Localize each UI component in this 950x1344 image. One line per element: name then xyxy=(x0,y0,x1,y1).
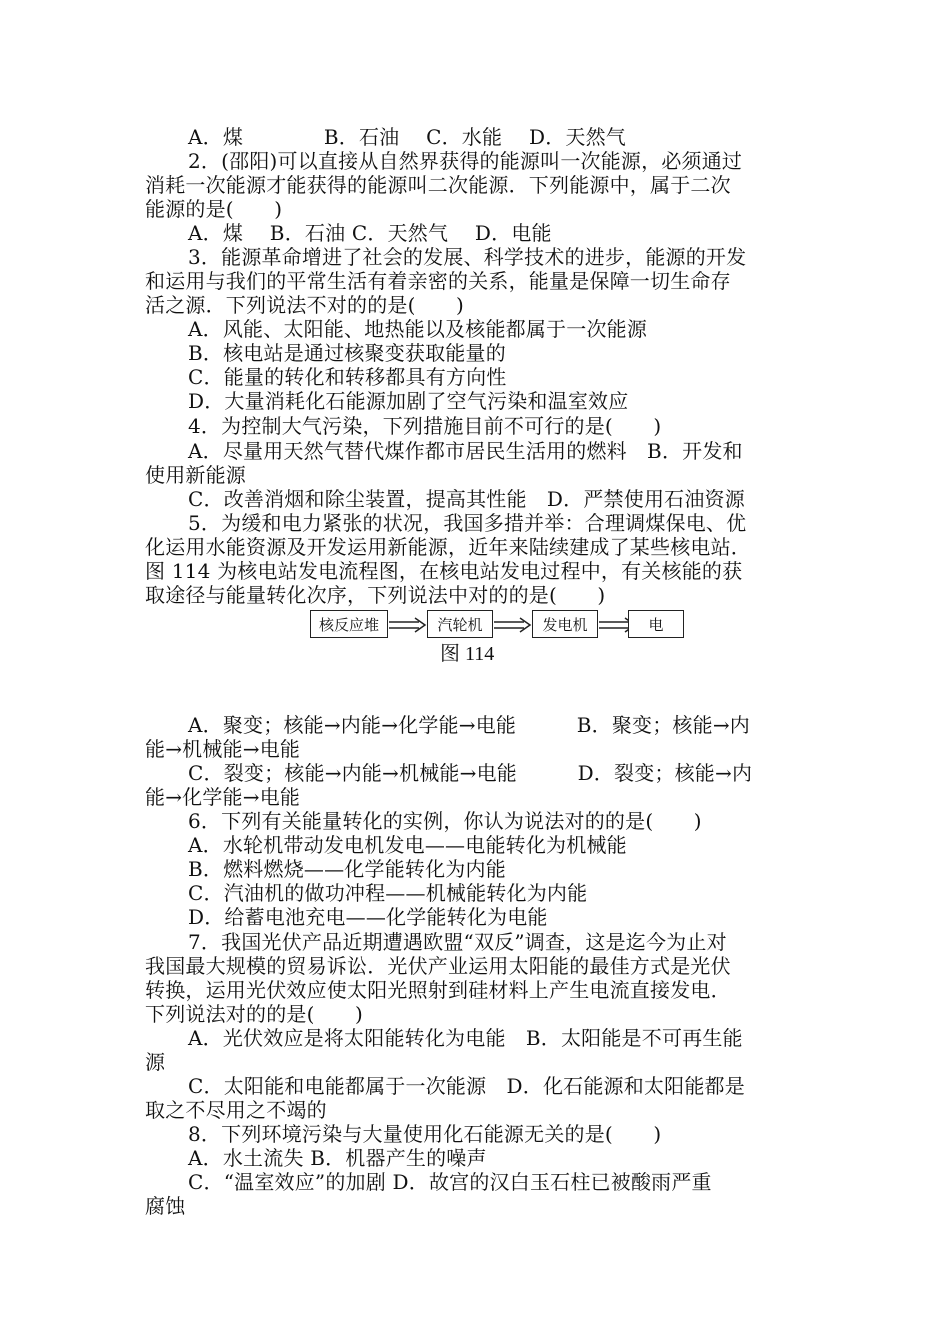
text-line: 消耗一次能源才能获得的能源叫二次能源．下列能源中，属于二次 xyxy=(145,173,731,197)
text-line: A．风能、太阳能、地热能以及核能都属于一次能源 xyxy=(188,317,648,341)
text-line: 4．为控制大气污染，下列措施目前不可行的是( ) xyxy=(188,414,662,438)
figure-caption: 图 114 xyxy=(440,643,495,665)
text-line: A．尽量用天然气替代煤作都市居民生活用的燃料 B．开发和 xyxy=(188,439,743,463)
text-line: 我国最大规模的贸易诉讼．光伏产业运用太阳能的最佳方式是光伏 xyxy=(145,954,731,978)
text-line: 7．我国光伏产品近期遭遇欧盟“双反”调查，这是迄今为止对 xyxy=(188,930,727,954)
double-arrow-icon xyxy=(389,617,427,633)
text-line: A．聚变；核能→内能→化学能→电能 B．聚变；核能→内 xyxy=(188,713,750,737)
text-line: 化运用水能资源及开发运用新能源，近年来陆续建成了某些核电站． xyxy=(145,535,751,559)
text-line: 图 114 为核电站发电流程图，在核电站发电过程中，有关核能的获 xyxy=(145,559,743,583)
text-line: 8．下列环境污染与大量使用化石能源无关的是( ) xyxy=(188,1122,662,1146)
text-line: A．光伏效应是将太阳能转化为电能 B．太阳能是不可再生能 xyxy=(188,1026,743,1050)
text-line: 下列说法对的的是( ) xyxy=(145,1002,364,1026)
text-line: A．水土流失 B．机器产生的噪声 xyxy=(188,1146,487,1170)
text-line: 3．能源革命增进了社会的发展、科学技术的进步，能源的开发 xyxy=(188,245,747,269)
text-line: 2．(邵阳)可以直接从自然界获得的能源叫一次能源，必须通过 xyxy=(188,149,743,173)
flow-box-electricity: 电 xyxy=(628,610,684,638)
text-line: D．大量消耗化石能源加剧了空气污染和温室效应 xyxy=(188,389,629,413)
text-line: 取之不尽用之不竭的 xyxy=(145,1098,327,1122)
text-line: C．汽油机的做功冲程——机械能转化为内能 xyxy=(188,881,588,905)
text-line: 取途径与能量转化次序，下列说法中对的的是( ) xyxy=(145,583,606,607)
text-line: C．“温室效应”的加剧 D．故宫的汉白玉石柱已被酸雨严重 xyxy=(188,1170,712,1194)
text-line: 能→化学能→电能 xyxy=(145,785,301,809)
text-line: B．燃料燃烧——化学能转化为内能 xyxy=(188,857,506,881)
text-line: 转换，运用光伏效应使太阳光照射到硅材料上产生电流直接发电． xyxy=(145,978,731,1002)
text-line: 6．下列有关能量转化的实例，你认为说法对的的是( ) xyxy=(188,809,702,833)
flow-box-turbine: 汽轮机 xyxy=(427,610,493,638)
text-line: 源 xyxy=(145,1050,166,1074)
text-line: 能源的是( ) xyxy=(145,197,283,221)
text-line: D．给蓄电池充电——化学能转化为电能 xyxy=(188,905,548,929)
text-line: 活之源．下列说法不对的的是( ) xyxy=(145,293,465,317)
text-line: A．水轮机带动发电机发电——电能转化为机械能 xyxy=(188,833,627,857)
text-line: 使用新能源 xyxy=(145,463,246,487)
text-line: C．太阳能和电能都属于一次能源 D．化石能源和太阳能都是 xyxy=(188,1074,745,1098)
text-line: C．裂变；核能→内能→机械能→电能 D．裂变；核能→内 xyxy=(188,761,753,785)
text-line: A．煤 B．石油 C．水能 D．天然气 xyxy=(188,125,626,149)
double-arrow-icon xyxy=(494,617,532,633)
text-line: 腐蚀 xyxy=(145,1194,186,1218)
text-line: A．煤 B．石油 C．天然气 D．电能 xyxy=(188,221,552,245)
text-line: C．能量的转化和转移都具有方向性 xyxy=(188,365,507,389)
text-line: 能→机械能→电能 xyxy=(145,737,301,761)
text-line: 和运用与我们的平常生活有着亲密的关系，能量是保障一切生命存 xyxy=(145,269,731,293)
flow-diagram xyxy=(310,610,690,642)
text-line: B．核电站是通过核聚变获取能量的 xyxy=(188,341,506,365)
flow-box-reactor: 核反应堆 xyxy=(310,610,388,638)
flow-box-generator: 发电机 xyxy=(532,610,598,638)
text-line: 5．为缓和电力紧张的状况，我国多措并举：合理调煤保电、优 xyxy=(188,511,747,535)
text-line: C．改善消烟和除尘装置，提高其性能 D．严禁使用石油资源 xyxy=(188,487,745,511)
